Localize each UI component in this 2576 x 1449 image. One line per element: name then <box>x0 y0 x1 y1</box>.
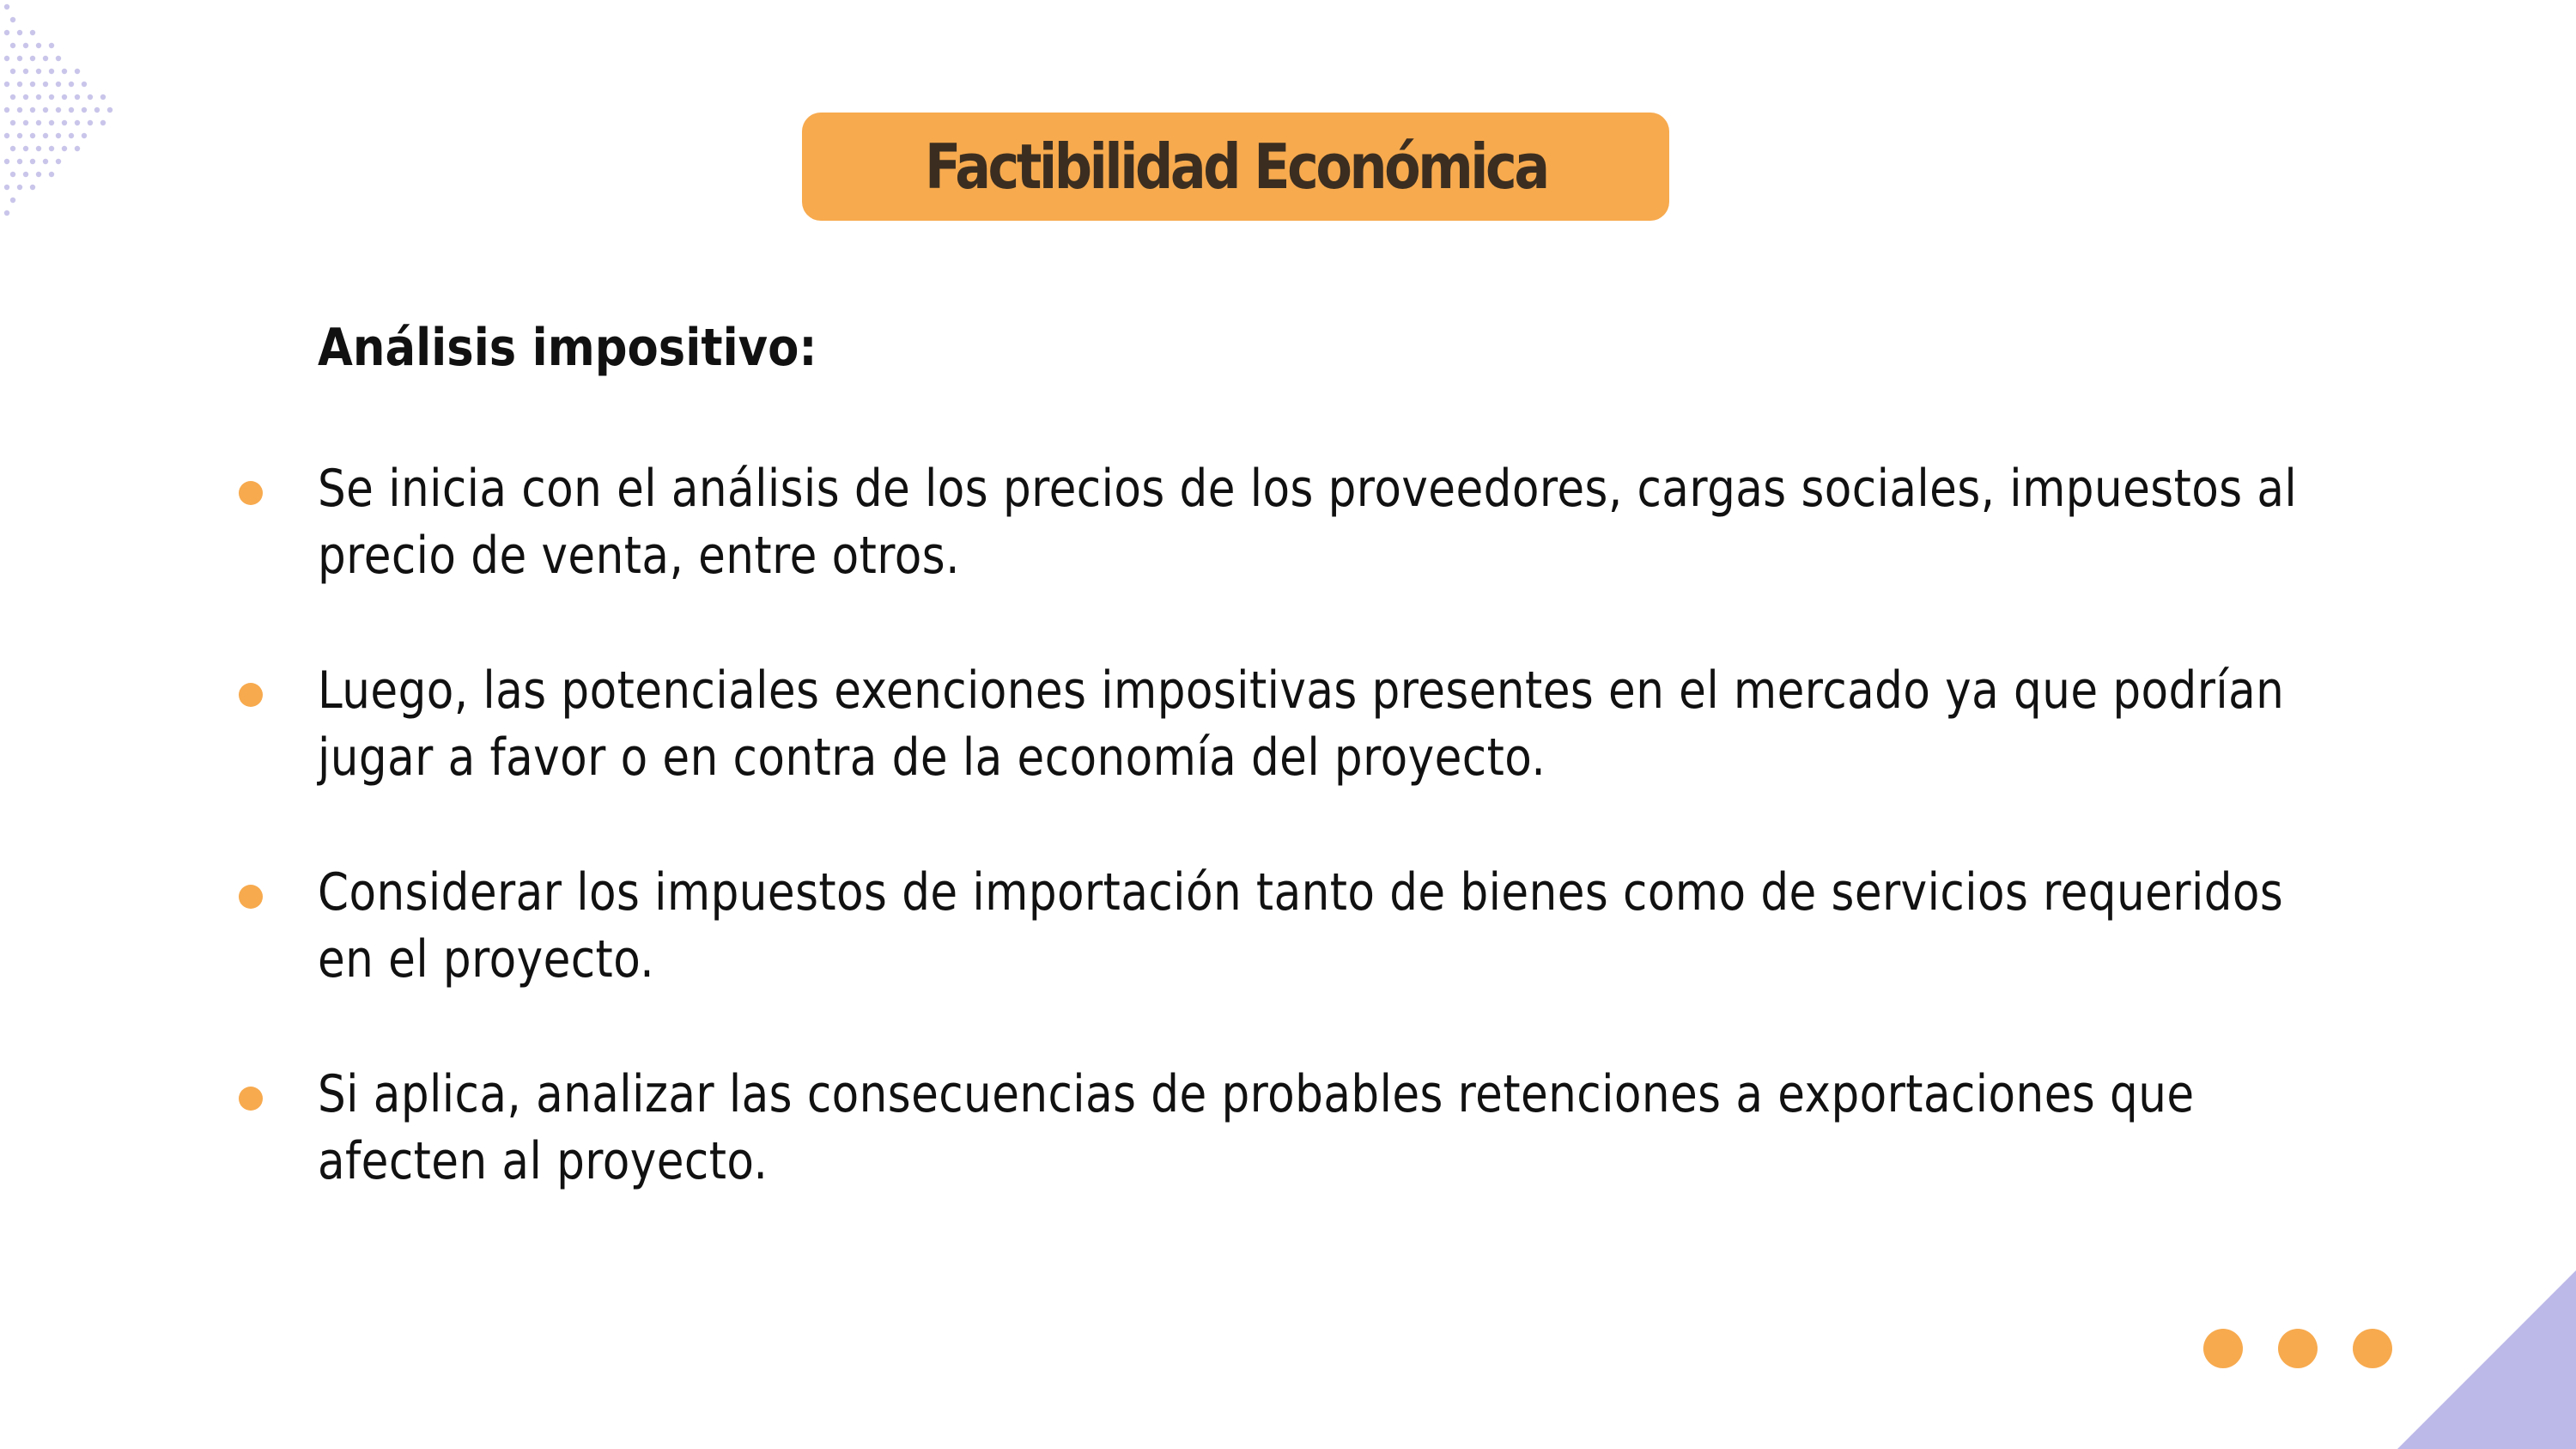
pattern-dot <box>88 120 93 125</box>
bullet-dot-icon <box>239 885 263 909</box>
pattern-dot <box>49 69 54 74</box>
pattern-dot <box>36 94 41 100</box>
title-badge <box>802 113 1669 221</box>
pattern-dot <box>17 159 22 164</box>
pattern-dot <box>43 56 48 61</box>
pattern-dot <box>49 172 54 177</box>
bullet-text: Se inicia con el análisis de los precios de los proveedores, cargas sociales, impuestos al precio de venta, entre otros. <box>318 459 2298 586</box>
bullet-text: Luego, las potenciales exenciones impositivas presentes en el mercado ya que podrían jugar a favor o en contra de la economía del proyecto. <box>318 661 2285 788</box>
pattern-dot <box>56 159 61 164</box>
pattern-dot <box>49 146 54 151</box>
pattern-dot <box>75 94 80 100</box>
pattern-dot <box>4 30 9 35</box>
pattern-dot <box>4 185 9 190</box>
pattern-dot <box>23 120 28 125</box>
pattern-dot <box>75 69 80 74</box>
section-subtitle: Análisis impositivo: <box>318 318 817 378</box>
pattern-dot <box>82 133 87 138</box>
footer-dot <box>2203 1329 2243 1368</box>
pattern-dot <box>4 159 9 164</box>
pattern-dot <box>10 120 15 125</box>
pattern-dot <box>62 94 67 100</box>
pattern-dot <box>36 43 41 48</box>
pattern-dot <box>49 94 54 100</box>
list-item <box>232 859 2293 1061</box>
pattern-dot <box>62 146 67 151</box>
pattern-dot <box>30 107 35 113</box>
pattern-dot <box>36 69 41 74</box>
pattern-dot <box>43 107 48 113</box>
pattern-dot <box>23 172 28 177</box>
pattern-dot <box>56 56 61 61</box>
pattern-dot <box>17 107 22 113</box>
pattern-dot <box>49 120 54 125</box>
pattern-dot <box>107 107 112 113</box>
bullet-dot-icon <box>239 683 263 707</box>
pattern-dot <box>100 94 106 100</box>
pattern-dot <box>4 82 9 87</box>
pattern-dot <box>10 198 15 203</box>
bullet-dot-icon <box>239 481 263 505</box>
pattern-dot <box>17 56 22 61</box>
pattern-dot <box>94 107 100 113</box>
pattern-dot <box>82 82 87 87</box>
pattern-dot <box>36 120 41 125</box>
list-item <box>232 1061 2293 1263</box>
footer-dot <box>2278 1329 2318 1368</box>
pattern-dot <box>43 133 48 138</box>
pattern-dot <box>4 56 9 61</box>
pattern-dot <box>17 30 22 35</box>
list-item <box>232 657 2293 859</box>
pattern-dot <box>23 69 28 74</box>
pattern-dot <box>23 94 28 100</box>
pattern-dot <box>10 146 15 151</box>
pattern-dot <box>30 82 35 87</box>
pattern-dot <box>4 133 9 138</box>
pattern-dot <box>30 56 35 61</box>
pattern-dot <box>69 82 74 87</box>
pattern-dot <box>10 69 15 74</box>
pattern-dot <box>56 133 61 138</box>
pattern-dot <box>30 185 35 190</box>
list-item <box>232 455 2298 657</box>
pattern-dot <box>88 94 93 100</box>
pattern-dot <box>4 4 9 9</box>
slide-title: Factibilidad Económica <box>924 131 1547 203</box>
bullet-dot-icon <box>239 1087 263 1111</box>
pattern-dot <box>23 146 28 151</box>
pattern-dot <box>23 43 28 48</box>
pattern-dot <box>75 120 80 125</box>
pattern-dot <box>36 172 41 177</box>
pattern-dot <box>69 107 74 113</box>
pattern-dot <box>62 69 67 74</box>
pattern-dot <box>4 210 9 216</box>
pattern-dot <box>10 17 15 22</box>
pattern-dot <box>10 172 15 177</box>
pattern-dot <box>17 185 22 190</box>
bullet-text: Considerar los impuestos de importación tanto de bienes como de servicios requeridos en el proyecto. <box>318 862 2284 989</box>
pattern-dot <box>17 82 22 87</box>
pattern-dot <box>10 94 15 100</box>
pattern-dot <box>43 159 48 164</box>
bullet-text: Si aplica, analizar las consecuencias de probables retenciones a exportaciones que afecten al proyecto. <box>318 1064 2195 1191</box>
pattern-dot <box>30 30 35 35</box>
bullet-list <box>232 455 2298 1263</box>
pattern-dot <box>17 133 22 138</box>
pattern-dot <box>43 82 48 87</box>
pattern-dot <box>56 82 61 87</box>
pattern-dot <box>30 159 35 164</box>
dot-grid-icon <box>0 0 129 223</box>
pattern-dot <box>69 133 74 138</box>
pattern-dot <box>30 133 35 138</box>
pattern-dot <box>56 107 61 113</box>
pattern-dot <box>62 120 67 125</box>
pattern-dot <box>82 107 87 113</box>
pattern-dot <box>10 43 15 48</box>
pattern-dot <box>49 43 54 48</box>
pattern-dot <box>4 107 9 113</box>
triangle-icon <box>2318 1191 2576 1449</box>
pattern-dot <box>100 120 106 125</box>
pattern-dot <box>75 146 80 151</box>
pattern-dot <box>36 146 41 151</box>
